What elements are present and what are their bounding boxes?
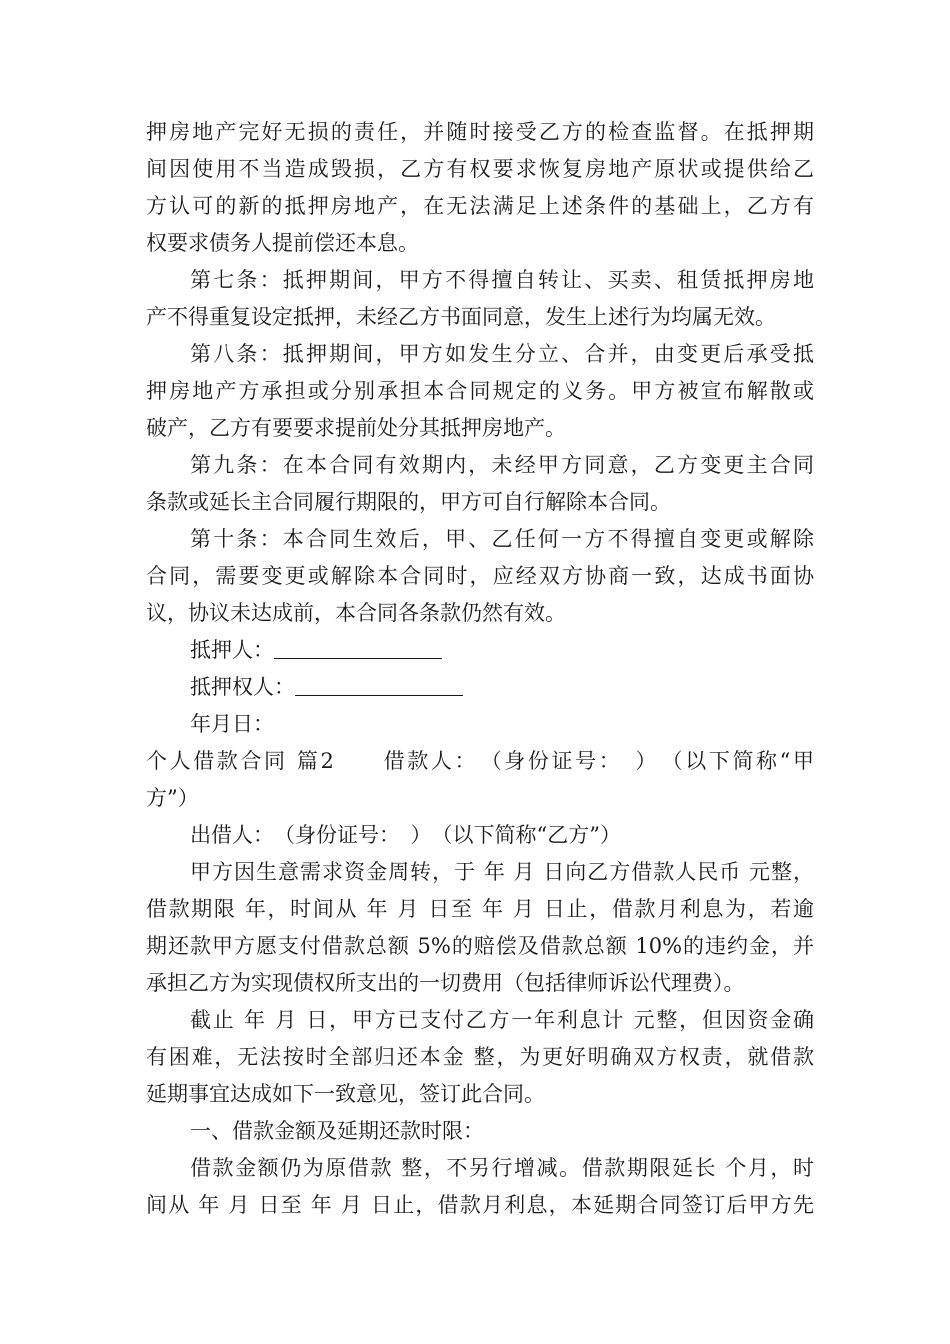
text-line: 押房地产方承担或分别承担本合同规定的义务。甲方被宣布解散或: [146, 379, 814, 403]
text-line: 借款金额仍为原借款 整，不另行增减。借款期限延长 个月，时: [190, 1156, 814, 1180]
text-line: 合同，需要变更或解除本合同时，应经双方协商一致，达成书面协: [146, 564, 814, 588]
mortgagor-blank: [274, 636, 442, 659]
text-line: 有困难，无法按时全部归还本金 整，为更好明确双方权责，就借款: [146, 1045, 814, 1069]
text-line: 间从 年 月 日至 年 月 日止，借款月利息，本延期合同签订后甲方先: [146, 1193, 814, 1217]
text-line: 甲方因生意需求资金周转，于 年 月 日向乙方借款人民币 元整，: [190, 860, 814, 884]
text-line: 破产，乙方有要要求提前处分其抵押房地产。: [146, 416, 566, 440]
contract-2-heading: 个人借款合同 篇2 借款人： （身份证号： ） （以下简称“甲: [146, 749, 814, 773]
text-line: 截止 年 月 日，甲方已支付乙方一年利息计 元整，但因资金确: [190, 1008, 814, 1032]
mortgagee-signature-line: [146, 669, 814, 706]
text-line: 议，协议未达成前，本合同各条款仍然有效。: [146, 601, 566, 625]
mortgagor-signature-line: [146, 632, 814, 669]
clause-10: 第十条：本合同生效后，甲、乙任何一方不得擅自变更或解除: [190, 527, 814, 551]
document-body: [146, 114, 814, 1224]
mortgagee-label: 抵押权人：: [190, 675, 295, 699]
text-line: 押房地产完好无损的责任，并随时接受乙方的检查监督。在抵押期: [146, 120, 814, 144]
clause-9: 第九条：在本合同有效期内，未经甲方同意，乙方变更主合同: [190, 453, 814, 477]
text-line: 权要求债务人提前偿还本息。: [146, 231, 419, 255]
text-line: 条款或延长主合同履行期限的，甲方可自行解除本合同。: [146, 490, 671, 514]
text-line: 方”）: [146, 786, 199, 810]
text-line: 承担乙方为实现债权所支出的一切费用（包括律师诉讼代理费）。: [146, 971, 745, 995]
clause-8: 第八条：抵押期间，甲方如发生分立、合并，由变更后承受抵: [190, 342, 814, 366]
text-line: 方认可的新的抵押房地产，在无法满足上述条件的基础上，乙方有: [146, 194, 814, 218]
clause-7: 第七条：抵押期间，甲方不得擅自转让、买卖、租赁抵押房地: [190, 268, 814, 292]
section-1-heading: 一、借款金额及延期还款时限：: [190, 1119, 484, 1143]
lender-line: 出借人： （身份证号： ） （以下简称“乙方”）: [190, 823, 621, 847]
date-line: 年月日：: [190, 712, 274, 736]
text-line: 借款期限 年，时间从 年 月 日至 年 月 日止，借款月利息为，若逾: [146, 897, 814, 921]
text-line: 延期事宜达成如下一致意见，签订此合同。: [146, 1082, 545, 1106]
mortgagor-label: 抵押人：: [190, 638, 274, 662]
text-line: 期还款甲方愿支付借款总额 5%的赔偿及借款总额 10%的违约金，并: [146, 934, 814, 958]
mortgagee-blank: [295, 673, 463, 696]
text-line: 间因使用不当造成毁损，乙方有权要求恢复房地产原状或提供给乙: [146, 157, 814, 181]
text-line: 产不得重复设定抵押，未经乙方书面同意，发生上述行为均属无效。: [146, 305, 776, 329]
